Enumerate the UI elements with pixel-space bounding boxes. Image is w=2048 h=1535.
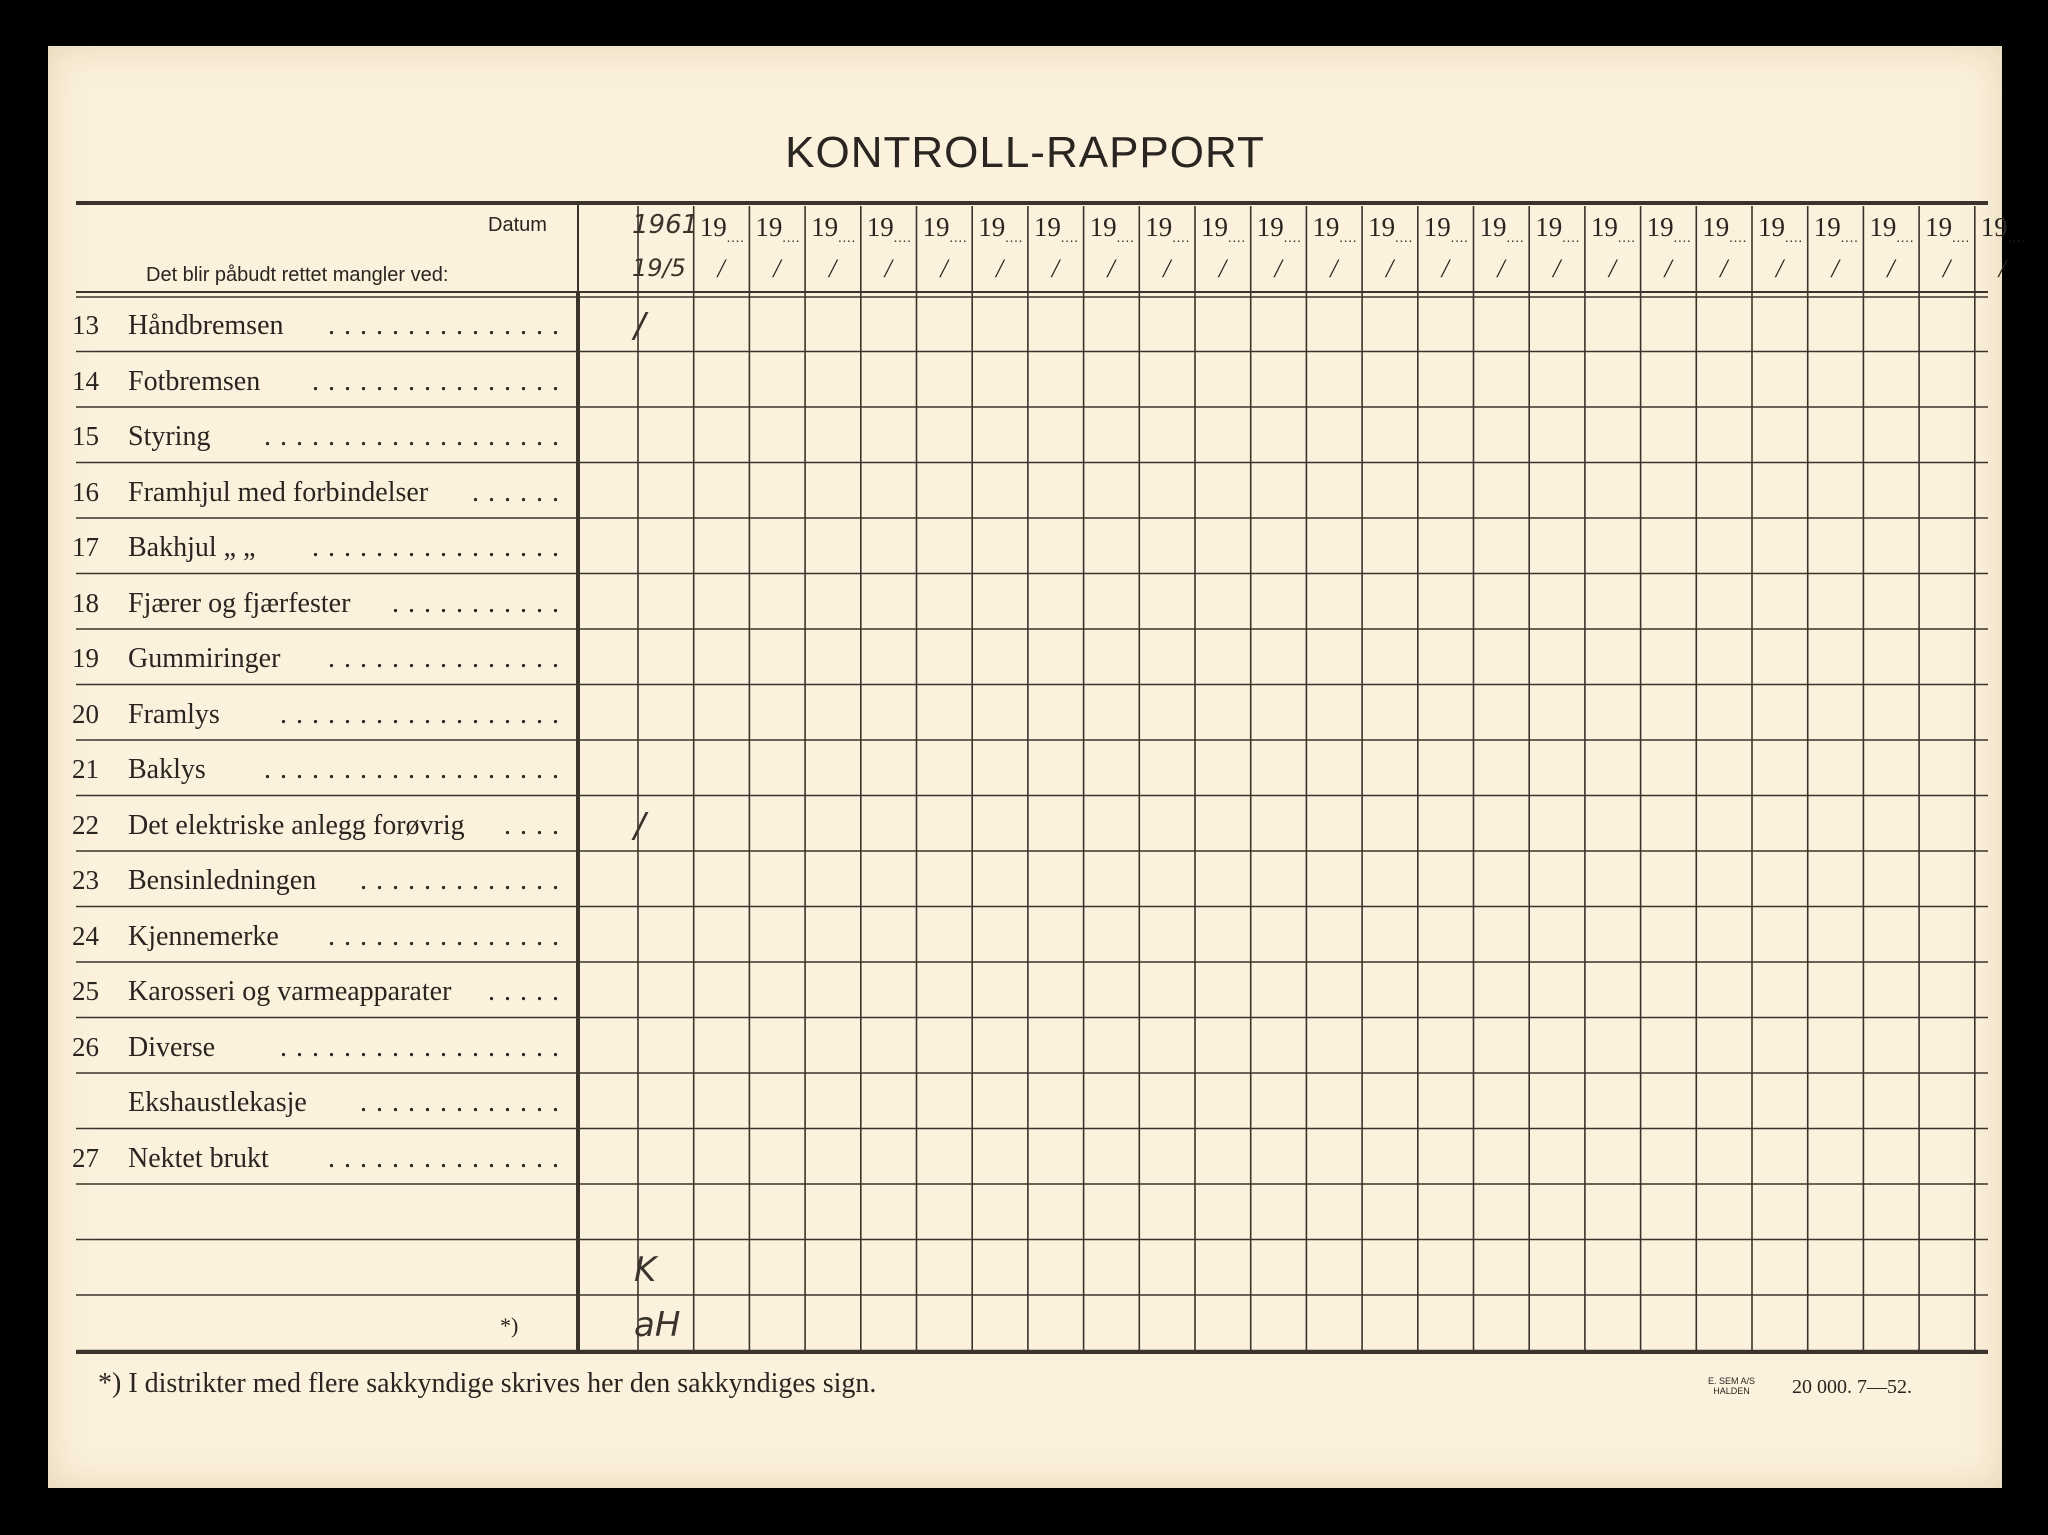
column-date-separator: /: [1775, 254, 1784, 283]
column-year: $19_{....}$: [922, 212, 968, 246]
column-date-separator: /: [940, 254, 948, 283]
dot-leader: ..................: [280, 698, 568, 730]
handwritten-mark: aH: [634, 1305, 681, 1345]
row-number: 22: [72, 809, 99, 840]
dot-leader: ...........: [392, 587, 568, 619]
dot-leader: ...............: [328, 310, 568, 341]
column-year: $19_{....}$: [1423, 212, 1469, 246]
column-date-separator: /: [1553, 254, 1561, 283]
column-year: $19_{....}$: [1479, 212, 1525, 246]
column-date-separator: /: [1998, 254, 2006, 283]
column-year-prefix: 19: [811, 212, 839, 242]
dot-leader: ...............: [328, 920, 568, 952]
column-date-separator: /: [996, 254, 1004, 283]
column-year: $19_{....}$: [1145, 212, 1191, 246]
dot-leader: .....: [488, 976, 568, 1007]
column-year-prefix: 19: [755, 212, 783, 242]
footnote-marker: *): [500, 1313, 519, 1338]
handwritten-mark: /: [634, 805, 646, 846]
row-number: 27: [72, 1142, 99, 1173]
row-number: 23: [72, 865, 99, 895]
column-date-separator: /: [1441, 254, 1449, 283]
column-date-separator: /: [1274, 254, 1282, 283]
column-year: $19_{....}$: [1256, 212, 1302, 246]
mangler-label: Det blir påbudt rettet mangler ved:: [146, 264, 449, 286]
dot-leader: ...................: [264, 421, 568, 452]
page-title: KONTROLL-RAPPORT: [785, 128, 1265, 177]
column-year: $19_{....}$: [1869, 212, 1915, 246]
dot-leader: .............: [360, 1087, 568, 1118]
handwritten-year: 1961: [632, 210, 699, 240]
row-number: 17: [72, 532, 99, 562]
row-number: 16: [72, 476, 99, 507]
row-number: 26: [72, 1031, 99, 1062]
dot-leader: ......: [472, 476, 568, 508]
row-label: Karosseri og varmeapparater: [128, 976, 452, 1007]
column-year: $19_{....}$: [1033, 212, 1079, 246]
column-date-separator: /: [1664, 254, 1672, 283]
row-label: Diverse: [128, 1031, 216, 1063]
row-number: 19: [72, 643, 99, 673]
row-label: Fjærer og fjærfester: [128, 587, 351, 619]
handwritten-mark: /: [634, 306, 646, 346]
column-date-separator: /: [1107, 254, 1115, 283]
column-date-separator: /: [773, 254, 781, 283]
dot-leader: ....: [504, 809, 568, 841]
dot-leader: ................: [312, 532, 568, 563]
column-year-prefix: 19: [1201, 212, 1228, 242]
column-year-prefix: 19: [699, 212, 727, 242]
column-year: $19_{....}$: [1590, 212, 1636, 246]
column-year-prefix: 19: [1256, 212, 1284, 242]
column-year: $19_{....}$: [978, 212, 1024, 246]
column-year: $19_{....}$: [1646, 212, 1692, 246]
column-year: $19_{....}$: [1312, 212, 1358, 246]
column-date-separator: /: [1051, 254, 1059, 283]
column-year: $19_{....}$: [1702, 212, 1748, 246]
row-label: Nektet brukt: [128, 1142, 269, 1174]
report-card: [48, 46, 2026, 1488]
column-date-separator: /: [884, 254, 892, 283]
column-year-prefix: 19: [1925, 212, 1953, 242]
column-year: $19_{....}$: [1089, 212, 1135, 246]
datum-label: Datum: [488, 214, 547, 236]
column-year-prefix: 19: [1535, 212, 1563, 242]
column-year-prefix: 19: [1590, 212, 1618, 242]
dot-leader: ................: [312, 365, 568, 397]
column-year-prefix: 19: [866, 212, 894, 242]
column-date-separator: /: [1218, 254, 1227, 283]
column-year: $19_{....}$: [1535, 212, 1581, 246]
column-year-prefix: 19: [1980, 212, 2008, 242]
dot-leader: ..................: [280, 1031, 568, 1063]
column-date-separator: /: [1330, 254, 1338, 283]
column-date-separator: /: [1942, 254, 1951, 283]
column-year-prefix: 19: [1646, 212, 1674, 242]
row-number: 15: [72, 421, 99, 451]
row-number: 20: [72, 698, 99, 729]
column-year: $19_{....}$: [1925, 212, 1971, 246]
print-info: 20 000. 7—52.: [1792, 1376, 1912, 1398]
column-year: $19_{....}$: [1201, 212, 1246, 246]
row-label: Ekshaustlekasje: [128, 1087, 307, 1118]
row-label: Baklys: [128, 754, 206, 785]
column-year-prefix: 19: [1145, 212, 1173, 242]
row-label: Framhjul med forbindelser: [128, 476, 429, 508]
column-date-separator: /: [1163, 254, 1171, 283]
handwritten-date: 19/5: [632, 254, 686, 282]
column-year-prefix: 19: [1423, 212, 1451, 242]
column-date-separator: /: [1497, 254, 1505, 283]
column-year: $19_{....}$: [1368, 212, 1414, 246]
column-year: $19_{....}$: [699, 212, 745, 246]
row-number: 14: [72, 365, 99, 396]
column-year-prefix: 19: [1869, 212, 1897, 242]
row-number: 13: [72, 310, 99, 340]
column-year-prefix: 19: [1033, 212, 1061, 242]
column-date-separator: /: [1831, 254, 1839, 283]
row-number: 24: [72, 920, 99, 951]
column-date-separator: /: [717, 254, 725, 283]
column-year-prefix: 19: [1368, 212, 1396, 242]
column-year: $19_{....}$: [1980, 212, 2026, 246]
column-year-prefix: 19: [1813, 212, 1841, 242]
row-label: Fotbremsen: [128, 365, 261, 397]
row-label: Styring: [128, 421, 211, 452]
column-year: $19_{....}$: [1813, 212, 1859, 246]
column-date-separator: /: [1887, 254, 1895, 283]
column-date-separator: /: [828, 254, 837, 283]
column-year: $19_{....}$: [755, 212, 801, 246]
column-year-prefix: 19: [1479, 212, 1507, 242]
column-year-prefix: 19: [922, 212, 950, 242]
column-year-prefix: 19: [1312, 212, 1340, 242]
row-number: 25: [72, 976, 99, 1006]
row-label: Kjennemerke: [128, 920, 279, 952]
column-year-prefix: 19: [1758, 212, 1785, 242]
column-date-separator: /: [1608, 254, 1616, 283]
row-label: Bensinledningen: [128, 865, 317, 896]
column-year-prefix: 19: [1702, 212, 1730, 242]
footnote: *) I distrikter med flere sakkyndige skrives her den sakkyndiges sign.: [98, 1368, 877, 1399]
dot-leader: ...................: [264, 754, 568, 785]
printer-mark: E. SEM A/S HALDEN: [1708, 1376, 1756, 1396]
column-year: $19_{....}$: [866, 212, 912, 246]
handwritten-mark: K: [634, 1249, 657, 1290]
row-label: Bakhjul „ „: [128, 532, 256, 563]
column-year: $19_{....}$: [811, 212, 857, 246]
row-label: Håndbremsen: [128, 310, 284, 341]
dot-leader: ...............: [328, 1142, 568, 1174]
row-label: Framlys: [128, 698, 220, 730]
row-number: 18: [72, 587, 99, 618]
column-year: $19_{....}$: [1758, 212, 1803, 246]
column-date-separator: /: [1385, 254, 1394, 283]
dot-leader: ...............: [328, 643, 568, 674]
row-label: Gummiringer: [128, 643, 281, 674]
column-date-separator: /: [1720, 254, 1728, 283]
dot-leader: .............: [360, 865, 568, 896]
row-number: 21: [72, 754, 99, 784]
column-year-prefix: 19: [978, 212, 1006, 242]
row-label: Det elektriske anlegg forøvrig: [128, 809, 465, 841]
column-year-prefix: 19: [1089, 212, 1117, 242]
